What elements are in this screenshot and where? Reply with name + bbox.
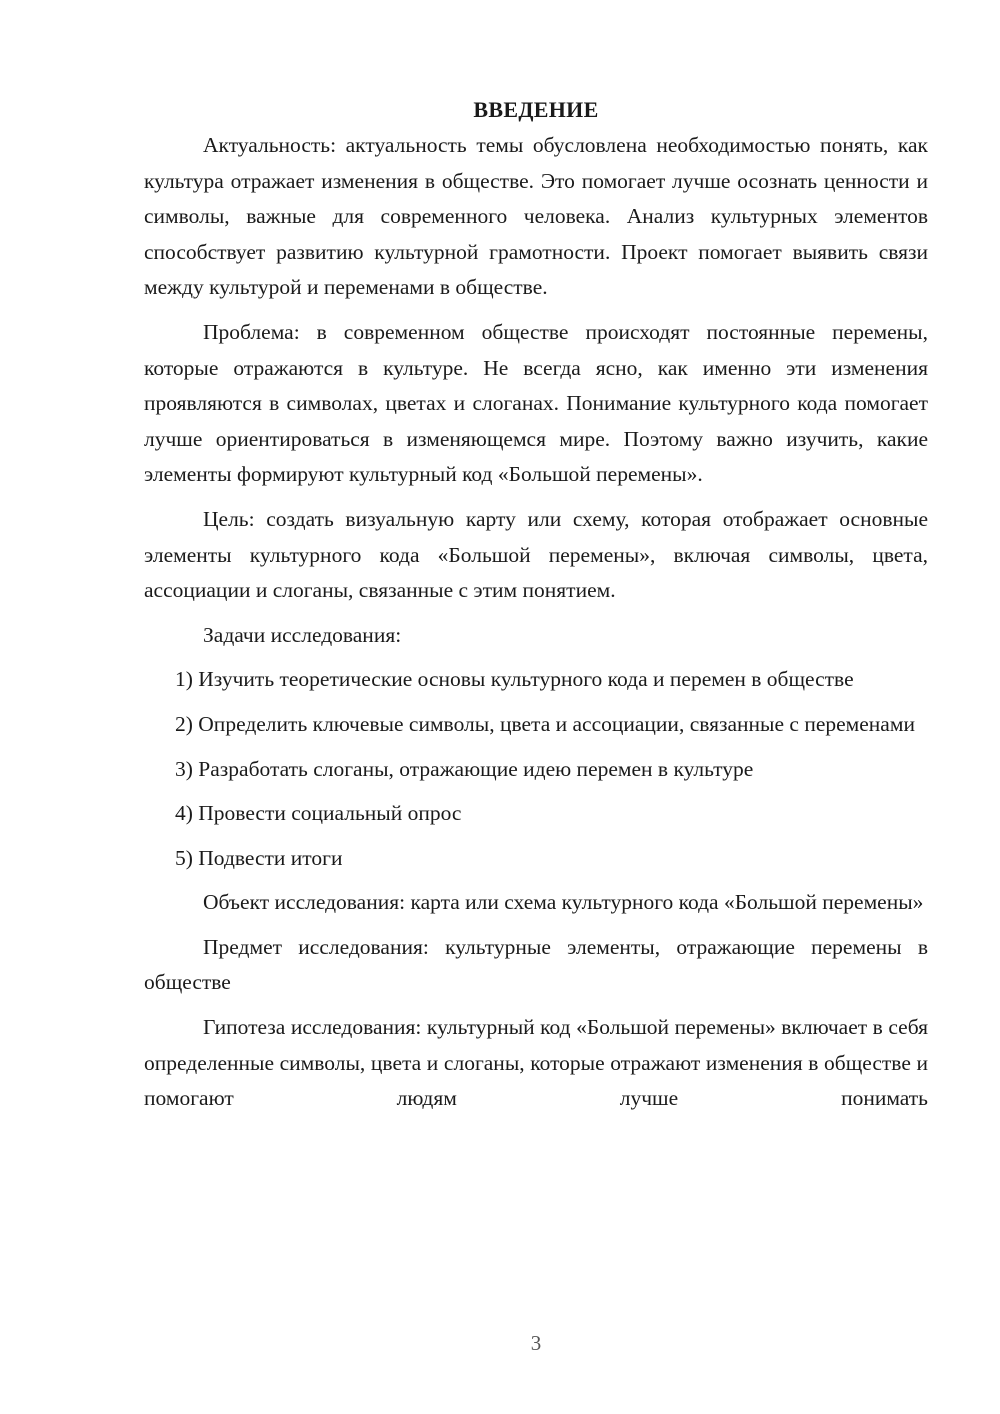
paragraph-goal: Цель: создать визуальную карту или схему, которая отображает основные элементы культурного кода «Большой перемены», включая символы, цвета, ассоциации и слоганы, связанные с этим понятием. [144, 506, 928, 603]
task-item-4: 4) Провести социальный опрос [175, 801, 462, 826]
page-number: 3 [530, 1331, 542, 1355]
tasks-heading: Задачи исследования: [203, 622, 402, 647]
page-title: ВВЕДЕНИЕ [473, 97, 599, 122]
task-item-1: 1) Изучить теоретические основы культурного кода и перемен в обществе [175, 667, 854, 692]
task-item-5: 5) Подвести итоги [175, 845, 343, 870]
paragraph-object: Объект исследования: карта или схема культурного кода «Большой перемены» [203, 890, 924, 915]
document-page [144, 92, 928, 1126]
task-item-2: 2) Определить ключевые символы, цвета и ассоциации, связанные с переменами [175, 711, 915, 736]
paragraph-problem: Проблема: в современном обществе происходят постоянные перемены, которые отражаются в культуре. Не всегда ясно, как именно эти изменения проявляются в символах, цветах и слоганах. Понимание культурного кода помогает лучше ориентироваться в изменяющемся мире. Поэтому важно изучить, какие элементы формируют культурный код «Большой перемены». [144, 319, 928, 487]
paragraph-hypothesis: Гипотеза исследования: культурный код «Большой перемены» включает в себя определенные символы, цвета и слоганы, которые отражают изменения в обществе и помогают людям лучше понимать [144, 1015, 928, 1111]
paragraph-relevance: Актуальность: актуальность темы обусловлена необходимостью понять, как культура отражает изменения в обществе. Это помогает лучше осознать ценности и символы, важные для современного человека. Анализ культурных элементов способствует развитию культурной грамотности. Проект помогает выявить связи между культурой и переменами в обществе. [144, 133, 928, 300]
task-item-3: 3) Разработать слоганы, отражающие идею перемен в культуре [175, 756, 754, 781]
paragraph-subject: Предмет исследования: культурные элементы, отражающие перемены в обществе [144, 934, 928, 995]
